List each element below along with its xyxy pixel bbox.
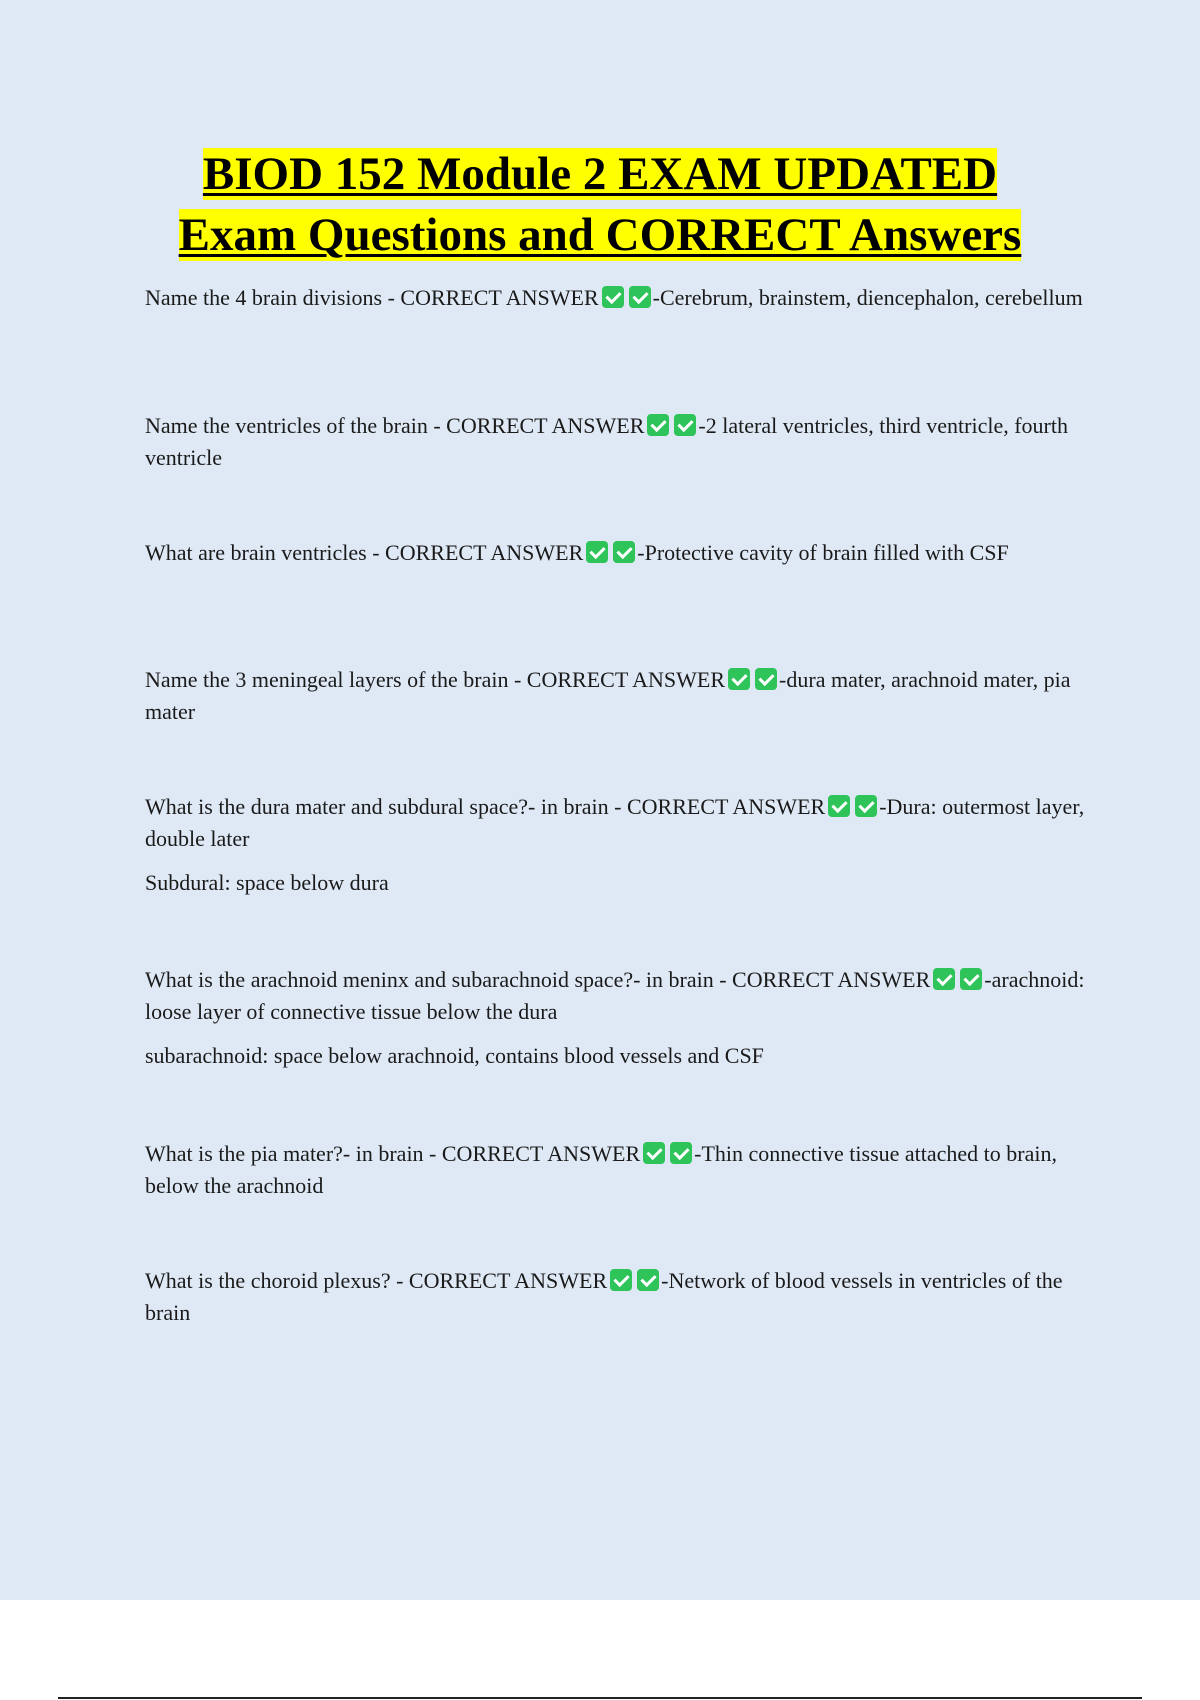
answer-text: -arachnoid: loose layer of connective tissue below the dura [145,967,1085,1024]
question-text: What is the pia mater?- in brain - CORRECT ANSWER [145,1141,641,1166]
check-icon [643,1142,665,1164]
question-text: What are brain ventricles - CORRECT ANSWER [145,540,584,565]
check-icon [670,1142,692,1164]
qa-item [145,1138,1085,1202]
check-icon [613,541,635,563]
qa-item [145,537,1085,569]
question-text: Name the 3 meningeal layers of the brain - CORRECT ANSWER [145,667,726,692]
check-icon [610,1269,632,1291]
question-text: Name the 4 brain divisions - CORRECT ANSWER [145,285,599,310]
qa-text [145,1265,1085,1329]
answer-text: -Protective cavity of brain filled with CSF [637,540,1009,565]
title-line-2: Exam Questions and CORRECT Answers [178,209,1022,261]
check-icon [637,1269,659,1291]
check-icon [728,668,750,690]
qa-item [145,282,1085,314]
check-icon [755,668,777,690]
qa-text [145,664,1085,728]
question-text: What is the choroid plexus? - CORRECT ANSWER [145,1268,608,1293]
check-icon [674,414,696,436]
title-line-1: BIOD 152 Module 2 EXAM UPDATED [202,148,998,200]
qa-item [145,664,1085,728]
qa-extra-text: Subdural: space below dura [145,870,389,895]
qa-extra-text: subarachnoid: space below arachnoid, contains blood vessels and CSF [145,1043,764,1068]
answer-text: -Dura: outermost layer, double later [145,794,1085,851]
answer-text: -dura mater, arachnoid mater, pia mater [145,667,1071,724]
qa-item [145,410,1085,474]
answer-text: -2 lateral ventricles, third ventricle, fourth ventricle [145,413,1068,470]
check-icon [647,414,669,436]
qa-item [145,1265,1085,1329]
qa-item [145,791,1085,899]
qa-text [145,964,1085,1028]
footer-divider [58,1697,1142,1699]
check-icon [855,795,877,817]
answer-text: -Network of blood vessels in ventricles of the brain [145,1268,1063,1325]
qa-text [145,1138,1085,1202]
check-icon [629,286,651,308]
document-title [0,144,1200,266]
qa-text [145,791,1085,855]
check-icon [933,968,955,990]
check-icon [960,968,982,990]
check-icon [586,541,608,563]
question-text: What is the arachnoid meninx and subarachnoid space?- in brain - CORRECT ANSWER [145,967,931,992]
check-icon [828,795,850,817]
qa-text [145,410,1085,474]
check-icon [602,286,624,308]
answer-text: -Cerebrum, brainstem, diencephalon, cerebellum [652,285,1083,310]
question-text: Name the ventricles of the brain - CORRECT ANSWER [145,413,645,438]
qa-text [145,282,1085,314]
question-text: What is the dura mater and subdural space?- in brain - CORRECT ANSWER [145,794,826,819]
qa-text [145,537,1085,569]
qa-item [145,964,1085,1072]
answer-text: -Thin connective tissue attached to brain, below the arachnoid [145,1141,1057,1198]
